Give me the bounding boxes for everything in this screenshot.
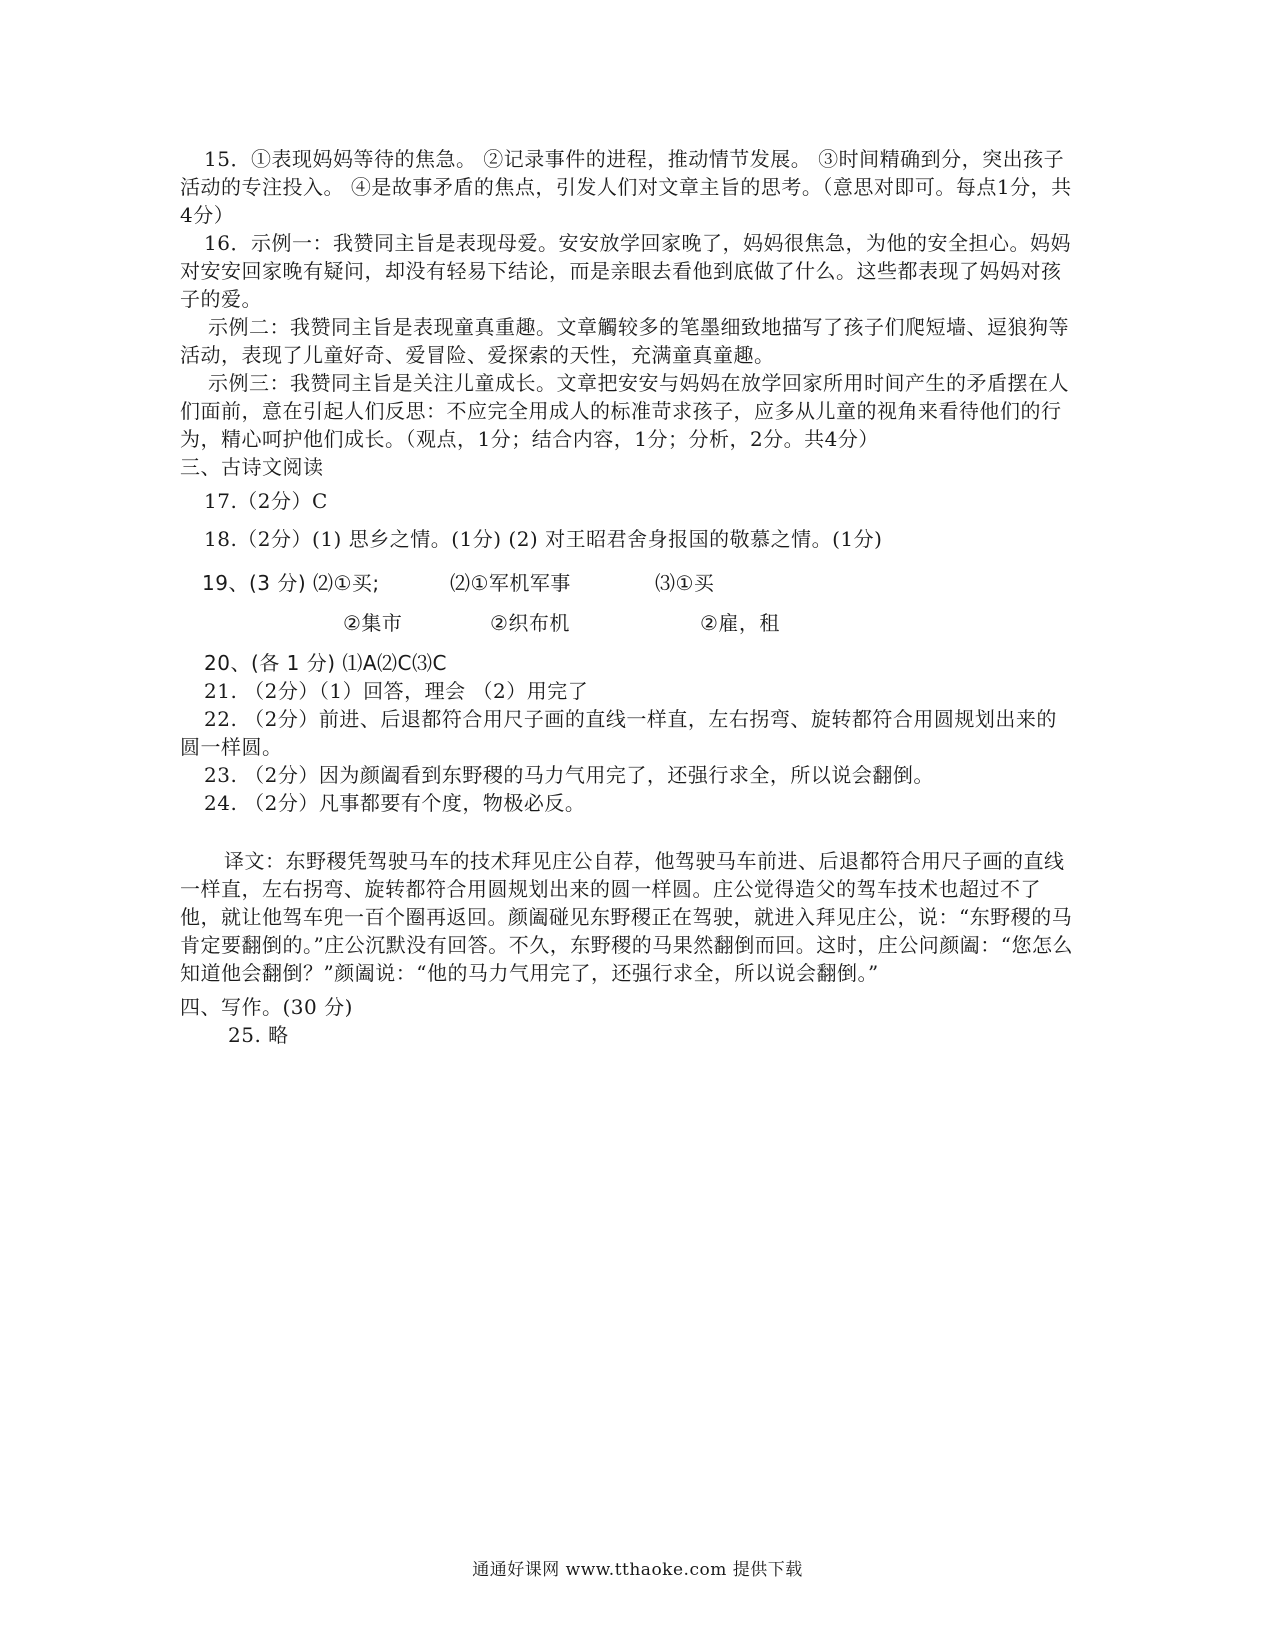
answer-19 xyxy=(180,569,1075,597)
answer-19-item-1a: 19、(3 分) ⑵①买; xyxy=(202,571,380,595)
page-footer: 通通好课网 www.tthaoke.com 提供下载 xyxy=(472,1560,803,1580)
answer-24: 24. （2分）凡事都要有个度，物极必反。 xyxy=(204,791,586,815)
answer-20: 20、(各 1 分) ⑴A⑵C⑶C xyxy=(204,651,447,675)
answer-15: 15．①表现妈妈等待的焦急。 ②记录事件的进程，推动情节发展。 ③时间精确到分，突出孩子活动的专注投入。 ④是故事矛盾的焦点，引发人们对文章主旨的思考。（意思对即可。每点1分，共4分） xyxy=(180,147,1072,227)
answer-content xyxy=(180,145,1075,1049)
section-heading-writing: 四、写作。(30 分) xyxy=(180,995,353,1019)
answer-21: 21. （2分）（1）回答，理会 （2）用完了 xyxy=(204,679,589,703)
answer-19-item-2a: ⑵①军机军事 xyxy=(450,571,571,595)
answer-17: 17.（2分）C xyxy=(204,489,328,513)
section-heading-classical-reading: 三、古诗文阅读 xyxy=(180,455,324,479)
answer-19-item-1b: ②集市 xyxy=(343,611,403,635)
answer-23: 23. （2分）因为颜阖看到东野稷的马力气用完了，还强行求全，所以说会翻倒。 xyxy=(204,763,934,787)
answer-19-item-3a: ⑶①买 xyxy=(655,571,715,595)
translation-paragraph: 译文：东野稷凭驾驶马车的技术拜见庄公自荐，他驾驶马车前进、后退都符合用尺子画的直线一样直，左右拐弯、旋转都符合用圆规划出来的圆一样圆。庄公觉得造父的驾车技术也超过不了他，就让他驾车兜一百个圈再返回。颜阖碰见东野稷正在驾驶，就进入拜见庄公，说：“东野稷的马肯定要翻倒的。”庄公沉默没有回答。不久，东野稷的马果然翻倒而回。这时，庄公问颜阖：“您怎么知道他会翻倒？”颜阖说：“他的马力气用完了，还强行求全，所以说会翻倒。” xyxy=(180,849,1073,985)
answer-25: 25. 略 xyxy=(228,1023,289,1047)
answer-19-second-row xyxy=(180,609,1075,637)
answer-19-item-3b: ②雇，租 xyxy=(700,611,780,635)
answer-18: 18.（2分）(1) 思乡之情。(1分) (2) 对王昭君舍身报国的敬慕之情。(1分) xyxy=(204,527,883,551)
answer-19-item-2b: ②织布机 xyxy=(490,611,570,635)
answer-16-example-2: 示例二：我赞同主旨是表现童真重趣。文章觸较多的笔墨细致地描写了孩子们爬短墙、逗狼狗等活动，表现了儿童好奇、爱冒险、爱探索的天性，充满童真童趣。 xyxy=(180,315,1069,367)
answer-22: 22. （2分）前进、后退都符合用尺子画的直线一样直，左右拐弯、旋转都符合用圆规划出来的圆一样圆。 xyxy=(180,707,1057,759)
answer-16-example-3: 示例三：我赞同主旨是关注儿童成长。文章把安安与妈妈在放学回家所用时间产生的矛盾摆在人们面前，意在引起人们反思：不应完全用成人的标准苛求孩子，应多从儿童的视角来看待他们的行为，精心呵护他们成长。（观点，1分；结合内容，1分；分析，2分。共4分） xyxy=(180,371,1069,451)
answer-16-example-1: 16．示例一：我赞同主旨是表现母爱。安安放学回家晚了，妈妈很焦急，为他的安全担心。妈妈对安安回家晚有疑问，却没有轻易下结论，而是亲眼去看他到底做了什么。这些都表现了妈妈对孩子的爱。 xyxy=(180,231,1071,311)
